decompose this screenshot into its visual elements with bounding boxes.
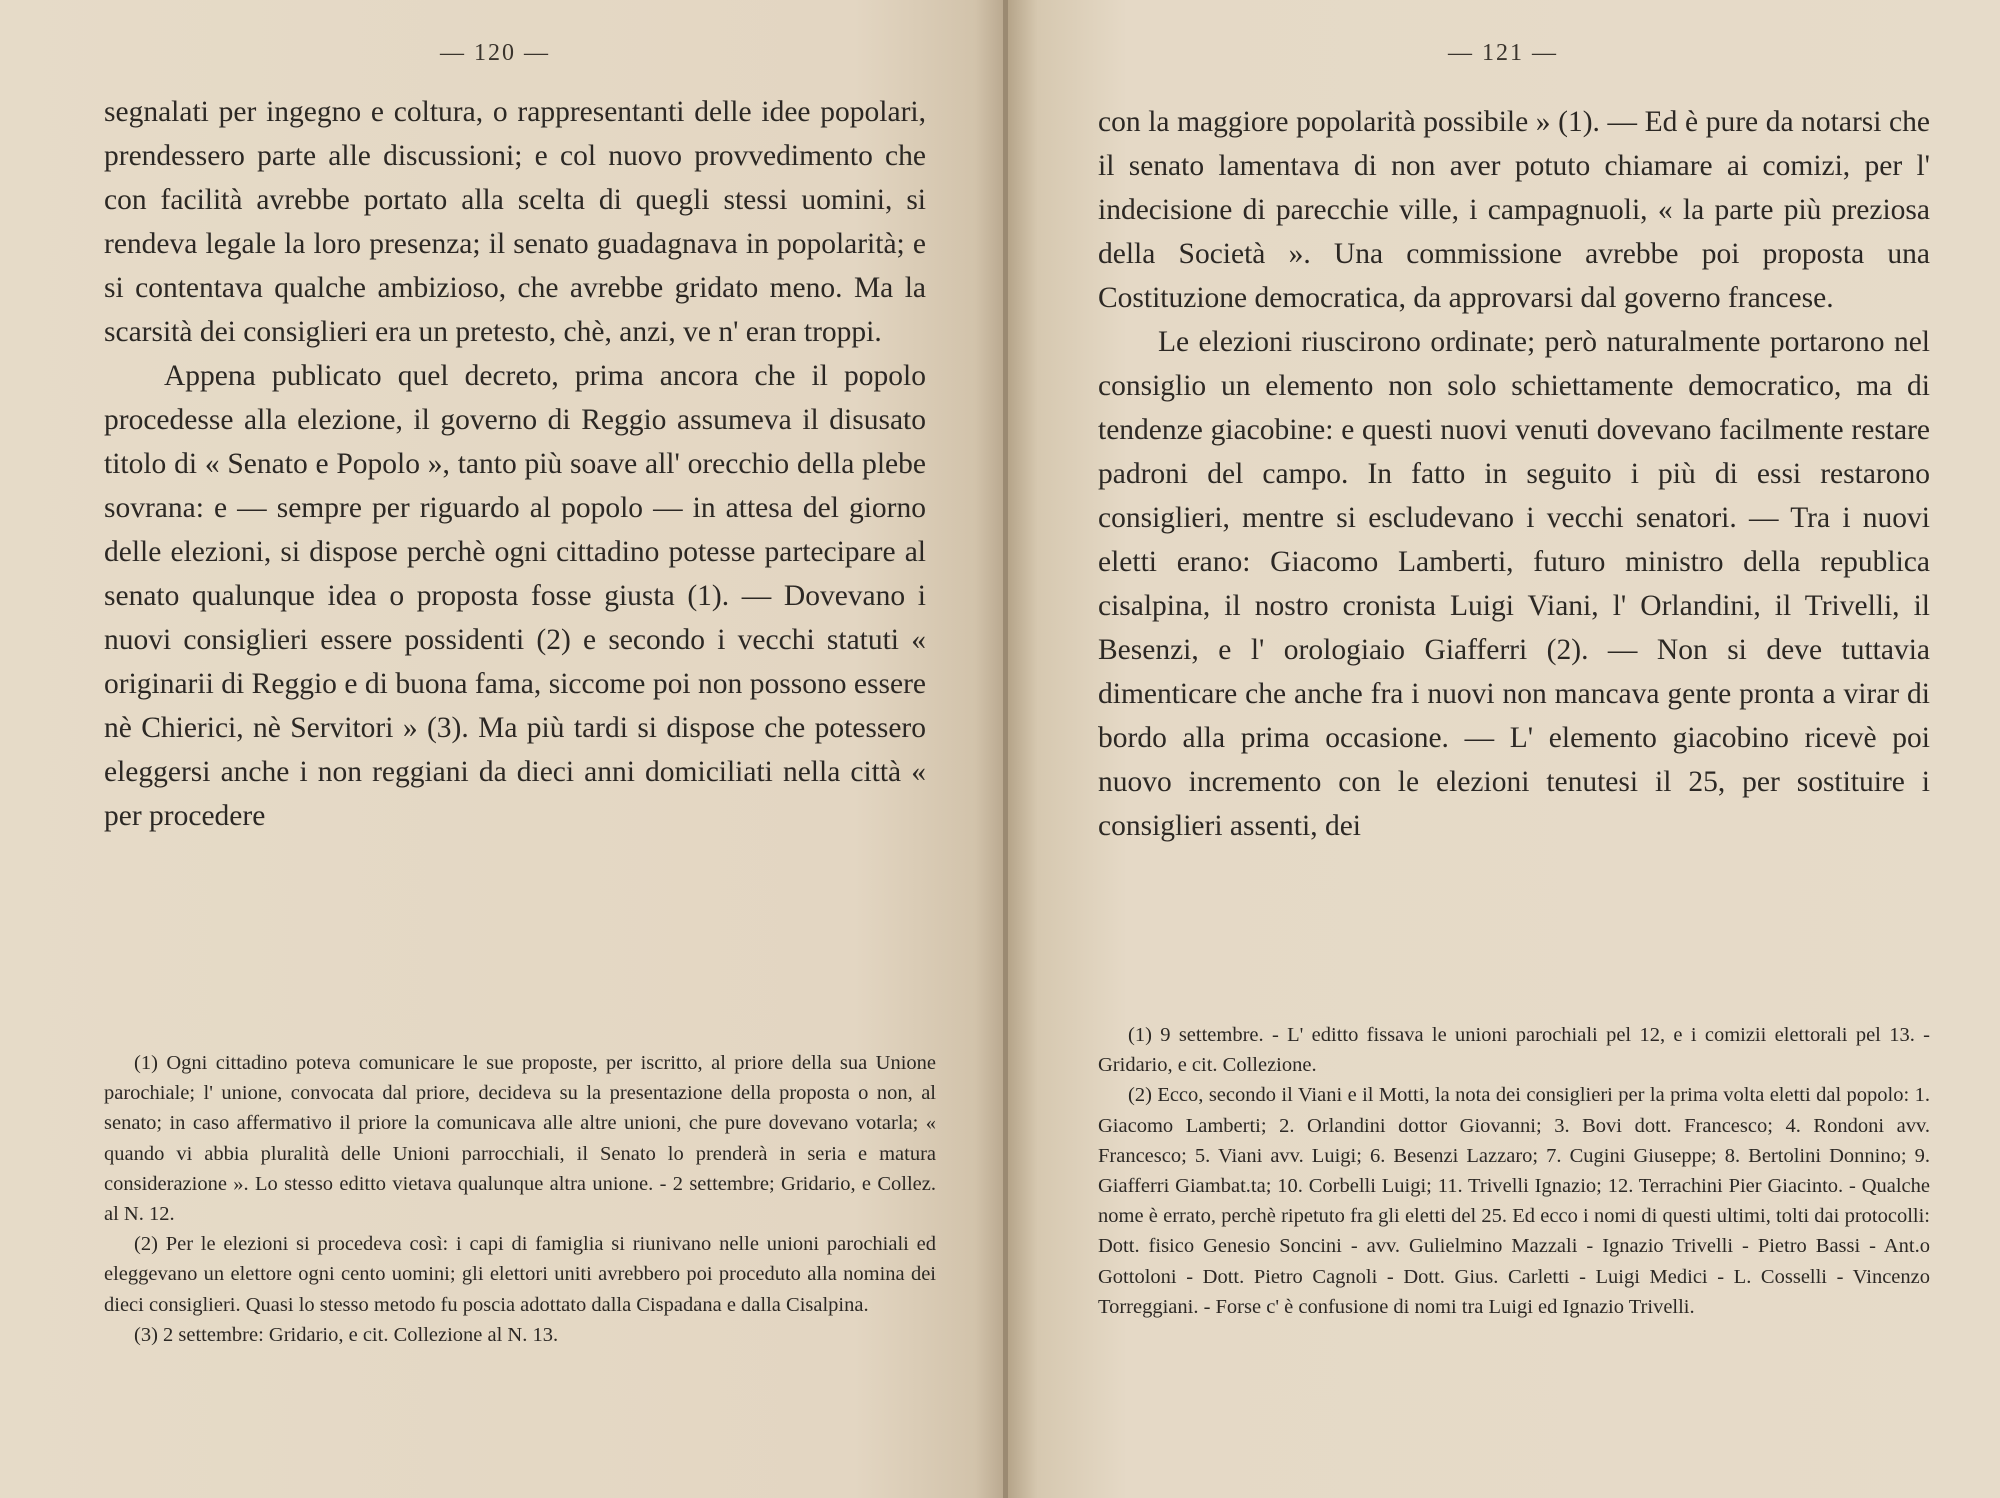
footnotes [1098, 1020, 1930, 1322]
footnote: (2) Per le elezioni si procedeva così: i capi di famiglia si riunivano nelle unioni parochiali ed eleggevano un elettore ogni cento uomini; gli elettori uniti avrebbero poi proceduto alla nomina dei dieci consiglieri. Quasi lo stesso metodo fu poscia adottato dalla Cispadana e dalla Cisalpina. [104, 1233, 936, 1316]
body-text [1098, 100, 1930, 848]
footnote: (1) 9 settembre. - L' editto fissava le unioni parochiali pel 12, e i comizii elettorali pel 13. - Gridario, e cit. Collezione. [1098, 1024, 1930, 1077]
body-text [104, 90, 926, 838]
footnote: (1) Ogni cittadino poteva comunicare le sue proposte, per iscritto, al priore della sua Unione parochiale; l' unione, convocata dal priore, decideva su la presentazione della proposta o non, al senato; in caso affermativo il priore la comunicava alle altre unioni, che pure dovevano votarla; « quando vi abbia pluralità delle Unioni parrocchiali, il Senato lo prenderà in seria e matura considerazione ». Lo stesso editto vietava qualunque altra unione. - 2 settembre; Gridario, e Collez. al N. 12. [104, 1052, 936, 1226]
paragraph: Le elezioni riuscirono ordinate; però naturalmente portarono nel consiglio un elemento non solo schiettamente democratico, ma di tendenze giacobine: e questi nuovi venuti dovevano facilmente restare padroni del campo. In fatto in seguito i più di essi restarono consiglieri, mentre si escludevano i vecchi senatori. — Tra i nuovi eletti erano: Giacomo Lamberti, futuro ministro della republica cisalpina, il nostro cronista Luigi Viani, l' Orlandini, il Trivelli, il Besenzi, e l' orologiaio Giafferri (2). — Non si deve tuttavia dimenticare che anche fra i nuovi non mancava gente pronta a virar di bordo alla prima occasione. — L' elemento giacobino ricevè poi nuovo incremento con le elezioni tenutesi il 25, per sostituire i consiglieri assenti, dei [1098, 326, 1930, 842]
page-number: — 120 — [440, 40, 550, 66]
footnote: (3) 2 settembre: Gridario, e cit. Collezione al N. 13. [134, 1323, 559, 1346]
paragraph: Appena publicato quel decreto, prima ancora che il popolo procedesse alla elezione, il governo di Reggio assumeva il disusato titolo di « Senato e Popolo », tanto più soave all' orecchio della plebe sovrana: e — sempre per riguardo al popolo — in attesa del giorno delle elezioni, si dispose perchè ogni cittadino potesse partecipare al senato qualunque idea o proposta fosse giusta (1). — Dovevano i nuovi consiglieri essere possidenti (2) e secondo i vecchi statuti « originarii di Reggio e di buona fama, siccome poi non possono essere nè Chierici, nè Servitori » (3). Ma più tardi si dispose che potessero eleggersi anche i non reggiani da dieci anni domiciliati nella città « per procedere [104, 360, 926, 832]
footnote: (2) Ecco, secondo il Viani e il Motti, la nota dei consiglieri per la prima volta eletti dal popolo: 1. Giacomo Lamberti; 2. Orlandini dottor Giovanni; 3. Bovi dott. Francesco; 4. Rondoni avv. Francesco; 5. Viani avv. Luigi; 6. Besenzi Lazzaro; 7. Cugini Giuseppe; 8. Bertolini Donnino; 9. Giafferri Giambat.ta; 10. Corbelli Luigi; 11. Trivelli Ignazio; 12. Terrachini Pier Giacinto. - Qualche nome è errato, perchè ripetuto fra gli eletti del 25. Ed ecco i nomi di questi ultimi, tolti dai protocolli: Dott. fisico Genesio Soncini - avv. Gulielmino Mazzali - Ignazio Trivelli - Pietro Bassi - Ant.o Gottoloni - Dott. Pietro Cagnoli - Dott. Gius. Carletti - Luigi Medici - L. Cosselli - Vincenzo Torreggiani. - Forse c' è confusione di nomi tra Luigi ed Ignazio Trivelli. [1098, 1084, 1930, 1318]
paragraph: con la maggiore popolarità possibile » (1). — Ed è pure da notarsi che il senato lamentava di non aver potuto chiamare ai comizi, per l' indecisione di parecchie ville, i campagnuoli, « la parte più preziosa della Società ». Una commissione avrebbe poi proposta una Costituzione democratica, da approvarsi dal governo francese. [1098, 106, 1930, 314]
footnotes [104, 1048, 936, 1350]
right-page [1008, 0, 2000, 1498]
page-number: — 121 — [1448, 40, 1558, 66]
paragraph: segnalati per ingegno e coltura, o rappresentanti delle idee popolari, prendessero parte alle discussioni; e col nuovo provvedimento che con facilità avrebbe portato alla scelta di quegli stessi uomini, si rendeva legale la loro presenza; il senato guadagnava in popolarità; e si contentava qualche ambizioso, che avrebbe gridato meno. Ma la scarsità dei consiglieri era un pretesto, chè, anzi, ve n' eran troppi. [104, 96, 926, 348]
